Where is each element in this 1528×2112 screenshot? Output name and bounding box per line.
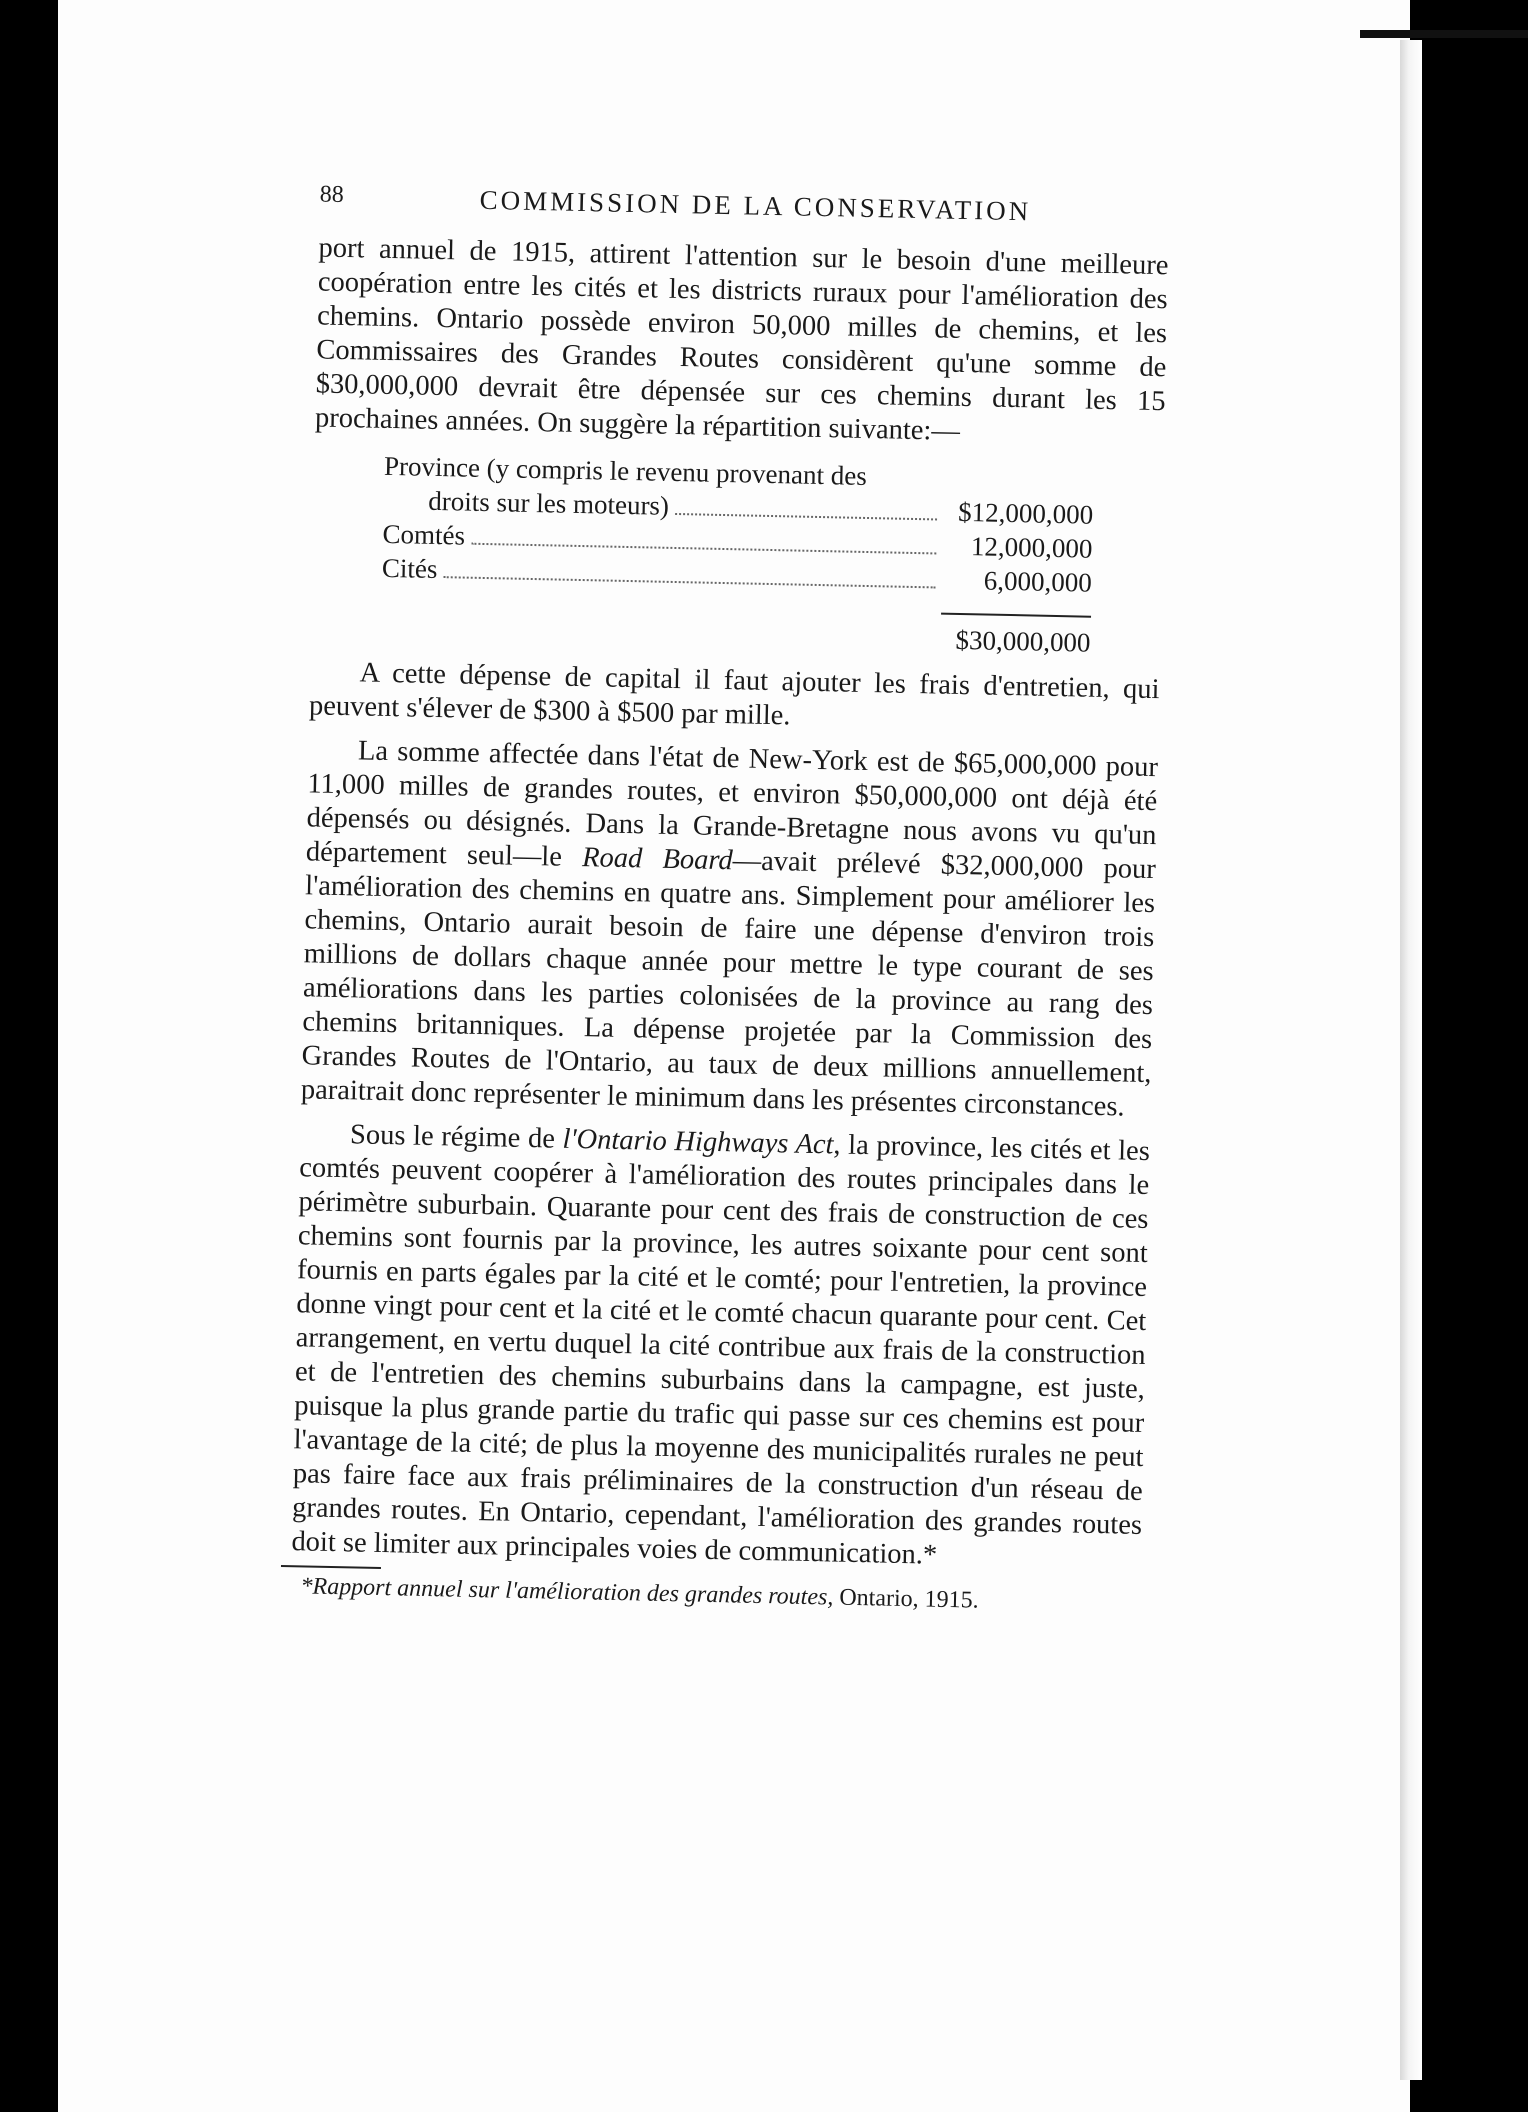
total-rule xyxy=(941,613,1091,618)
paragraph-1: port annuel de 1915, attirent l'attention sur le besoin d'une meilleure coopération entre les cités et les districts ruraux pour l'amélioration des chemins. Ontario possède environ 50,000 milles de chemins, et les Commissaires des Grandes Routes considèrent qu'une somme de $30,000,000 devrait être dépensée sur ces chemins durant les 15 prochaines années. On suggère la répartition suivante:— xyxy=(314,232,1169,447)
row-label: droits sur les moteurs) xyxy=(428,485,670,521)
row-label: Comtés xyxy=(382,518,466,551)
text-run: —avait prélevé $32,000,000 pour l'amélioration des chemins en quatre ans. Simplement pour améliorer les chemins, Ontario aurait besoin de faire une dépense d'environ trois millions de dollars chaque année pour mettre le type courant de ses améliorations dans les parties colonisées de la province au rang des chemins britanniques. La dépense projetée par la Commission des Grandes Routes de l'Ontario, au taux de deux millions annuellement, paraitrait donc représenter le minimum dans les présentes circonstances. xyxy=(300,845,1157,1123)
page-content xyxy=(220,180,1170,1618)
page-number: 88 xyxy=(319,181,344,208)
row-amount: 12,000,000 xyxy=(970,531,1093,564)
paragraph-4 xyxy=(221,1116,1150,1577)
dot-leader xyxy=(675,493,938,520)
row-amount: $12,000,000 xyxy=(957,496,1094,530)
footnote-italic: *Rapport annuel sur l'amélioration des grandes routes, xyxy=(300,1573,834,1611)
row-label: Cités xyxy=(381,552,438,585)
paragraph-3 xyxy=(231,732,1159,1125)
text-run: , la province, les cités et les comtés peuvent coopérer à l'amélioration des routes principales dans le périmètre suburbain. Quarante pour cent des frais de construction de ces chemins sont fournis par la province, les autres soixante pour cent sont fournis en parts égales par la cité et le comté; pour l'entretien, la province donne vingt pour cent et la cité et le comté chacun quarante pour cent. Cet arrangement, en vertu duquel la cité contribue aux frais de la construction et de l'entretien des chemins suburbains dans la campagne, est juste, puisque la plus grande partie du trafic qui passe sur ces chemins est pour l'avantage de la cité; de plus la moyenne des municipalités rurales ne peut pas faire face aux frais préliminaires de la construction d'un réseau de grandes routes. En Ontario, cependant, l'amélioration des grandes routes doit se limiter aux principales voies de communication.* xyxy=(291,1129,1151,1571)
row-amount: 6,000,000 xyxy=(983,565,1093,598)
row-label: Province (y compris le revenu provenant des xyxy=(383,450,868,491)
text-run: La somme affectée dans l'état de New-York est de $65,000,000 pour 11,000 milles de grandes routes, et environ $50,000,000 ont déjà été dépensés ou désignés. Dans la Grande-Bretagne nous avons vu qu'un département seul—le xyxy=(305,735,1159,874)
running-title: COMMISSION DE LA CONSERVATION xyxy=(479,184,1032,227)
total-amount: $30,000,000 xyxy=(955,624,1091,658)
page-edge xyxy=(1400,40,1422,2080)
scan-border xyxy=(1360,30,1528,38)
paragraph-2: A cette dépense de capital il faut ajouter les frais d'entretien, qui peuvent s'élever de $300 à $500 par mille. xyxy=(308,657,1160,732)
footnote-text: Ontario, 1915. xyxy=(833,1584,979,1614)
budget-table xyxy=(380,451,1094,662)
italic-text: l'Ontario Highways Act xyxy=(562,1123,834,1161)
text-run: Sous le régime de xyxy=(349,1119,563,1155)
footnote-rule xyxy=(281,1565,381,1569)
italic-text: Road Board xyxy=(581,842,734,877)
